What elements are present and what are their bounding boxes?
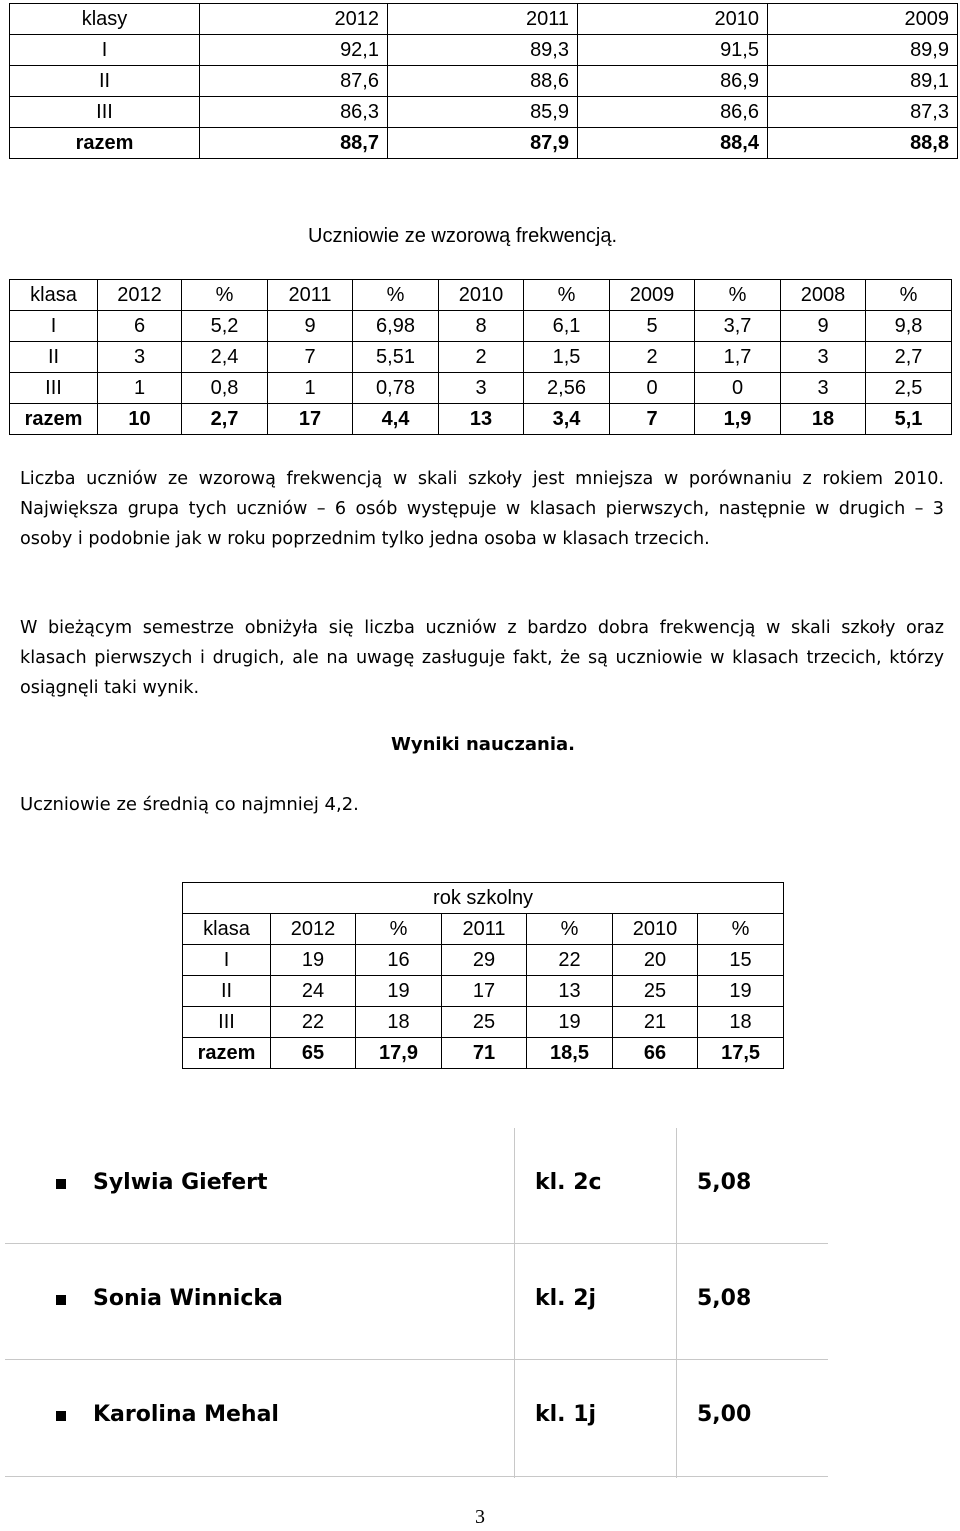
table-cell: 1,7 xyxy=(695,342,781,373)
table-cell: 89,1 xyxy=(768,66,958,97)
table-cell: 91,5 xyxy=(578,35,768,66)
table-cell: 2012 xyxy=(271,914,356,945)
table-cell: 3,4 xyxy=(524,404,610,435)
table-row xyxy=(10,97,958,128)
student-row xyxy=(0,1166,830,1206)
table-cell: 2012 xyxy=(200,4,388,35)
table-total-row xyxy=(10,404,952,435)
table-cell: razem xyxy=(183,1038,271,1069)
table-cell: 89,3 xyxy=(388,35,578,66)
table-cell: 89,9 xyxy=(768,35,958,66)
table-cell: II xyxy=(183,976,271,1007)
student-average: 5,08 xyxy=(697,1286,752,1311)
table-cell: % xyxy=(353,280,439,311)
table-cell: 9 xyxy=(268,311,353,342)
table-cell: 1,9 xyxy=(695,404,781,435)
table-cell: 3,7 xyxy=(695,311,781,342)
table-cell: 25 xyxy=(442,1007,527,1038)
table-cell: 2009 xyxy=(768,4,958,35)
table-cell: 0 xyxy=(610,373,695,404)
table-cell: 2010 xyxy=(439,280,524,311)
table-cell: 19 xyxy=(356,976,442,1007)
table-cell: % xyxy=(695,280,781,311)
table-cell: 92,1 xyxy=(200,35,388,66)
table-cell: III xyxy=(183,1007,271,1038)
table-cell: 13 xyxy=(439,404,524,435)
table-cell: 2,56 xyxy=(524,373,610,404)
table-cell: klasa xyxy=(183,914,271,945)
model-attendance-table xyxy=(9,279,952,435)
table-cell: 2008 xyxy=(781,280,866,311)
students-separator-3 xyxy=(5,1476,828,1477)
average-table-body xyxy=(183,883,784,1069)
table-cell: 86,6 xyxy=(578,97,768,128)
table-cell: 88,8 xyxy=(768,128,958,159)
table-cell: 0 xyxy=(695,373,781,404)
table-cell: 85,9 xyxy=(388,97,578,128)
table-cell: 13 xyxy=(527,976,613,1007)
table-cell: 2011 xyxy=(442,914,527,945)
table-cell: II xyxy=(10,66,200,97)
table-cell: % xyxy=(182,280,268,311)
table-cell: I xyxy=(183,945,271,976)
table-cell: 5,1 xyxy=(866,404,952,435)
table-cell: 1 xyxy=(98,373,182,404)
table-cell: 88,4 xyxy=(578,128,768,159)
table-total-row xyxy=(10,128,958,159)
table-cell: 22 xyxy=(527,945,613,976)
table-cell: 87,6 xyxy=(200,66,388,97)
table-cell: 22 xyxy=(271,1007,356,1038)
table-cell: 3 xyxy=(98,342,182,373)
table-cell: 2010 xyxy=(578,4,768,35)
table-cell: 17,9 xyxy=(356,1038,442,1069)
square-bullet-icon xyxy=(56,1411,66,1421)
table-cell: 65 xyxy=(271,1038,356,1069)
table-cell: 2 xyxy=(439,342,524,373)
table-cell: 16 xyxy=(356,945,442,976)
table-cell: 7 xyxy=(610,404,695,435)
table-row xyxy=(183,976,784,1007)
table-cell: II xyxy=(10,342,98,373)
square-bullet-icon xyxy=(56,1295,66,1305)
table-cell: 1,5 xyxy=(524,342,610,373)
table-cell: 87,3 xyxy=(768,97,958,128)
table-cell: 2,4 xyxy=(182,342,268,373)
table-cell: 9,8 xyxy=(866,311,952,342)
table-cell: razem xyxy=(10,128,200,159)
subheading: Uczniowie ze średnią co najmniej 4,2. xyxy=(20,794,359,815)
table-cell: 18 xyxy=(698,1007,784,1038)
table-cell: 71 xyxy=(442,1038,527,1069)
table-cell: 5,51 xyxy=(353,342,439,373)
table-cell: 29 xyxy=(442,945,527,976)
square-bullet-icon xyxy=(56,1179,66,1189)
table-cell: % xyxy=(527,914,613,945)
student-row xyxy=(0,1398,830,1438)
attendance-table-body xyxy=(10,4,958,159)
table-total-row xyxy=(183,1038,784,1069)
section-heading: Wyniki nauczania. xyxy=(391,734,576,755)
table-cell: 6,1 xyxy=(524,311,610,342)
table-cell: 6,98 xyxy=(353,311,439,342)
table-row xyxy=(10,311,952,342)
table-cell: 19 xyxy=(698,976,784,1007)
student-class: kl. 2j xyxy=(535,1286,597,1311)
table-cell: 3 xyxy=(781,373,866,404)
table-cell: 0,8 xyxy=(182,373,268,404)
table-cell: 20 xyxy=(613,945,698,976)
table-cell: 21 xyxy=(613,1007,698,1038)
page-number: 3 xyxy=(475,1506,485,1528)
table-header-row xyxy=(10,4,958,35)
table-cell: 3 xyxy=(439,373,524,404)
table-header-row xyxy=(183,914,784,945)
attendance-table xyxy=(9,3,958,159)
students-separator-1 xyxy=(5,1243,828,1244)
table-cell: 2011 xyxy=(268,280,353,311)
table-row xyxy=(10,373,952,404)
table-cell: 66 xyxy=(613,1038,698,1069)
table-cell: I xyxy=(10,311,98,342)
table-cell: 9 xyxy=(781,311,866,342)
student-average: 5,00 xyxy=(697,1402,752,1427)
table-cell: 18 xyxy=(781,404,866,435)
table-cell: 87,9 xyxy=(388,128,578,159)
table-cell: III xyxy=(10,373,98,404)
table-header-row xyxy=(10,280,952,311)
table-cell: 17 xyxy=(442,976,527,1007)
student-class: kl. 2c xyxy=(535,1170,602,1195)
table-cell: 86,3 xyxy=(200,97,388,128)
table-caption: rok szkolny xyxy=(183,883,784,914)
student-class: kl. 1j xyxy=(535,1402,597,1427)
table-cell: 15 xyxy=(698,945,784,976)
table-cell: 0,78 xyxy=(353,373,439,404)
table-cell: 6 xyxy=(98,311,182,342)
table-cell: 2009 xyxy=(610,280,695,311)
model-attendance-table-body xyxy=(10,280,952,435)
table-cell: 19 xyxy=(527,1007,613,1038)
table-cell: % xyxy=(698,914,784,945)
table-cell: 2012 xyxy=(98,280,182,311)
table-cell: 4,4 xyxy=(353,404,439,435)
table-cell: % xyxy=(356,914,442,945)
table-cell: 88,6 xyxy=(388,66,578,97)
model-attendance-caption: Uczniowie ze wzorową frekwencją. xyxy=(308,225,618,247)
table-cell: 25 xyxy=(613,976,698,1007)
table-row xyxy=(183,945,784,976)
table-cell: % xyxy=(866,280,952,311)
table-cell: 5 xyxy=(610,311,695,342)
table-cell: 2,7 xyxy=(182,404,268,435)
table-cell: 17 xyxy=(268,404,353,435)
paragraph-model-attendance: Liczba uczniów ze wzorową frekwencją w skali szkoły jest mniejsza w porównaniu z rokiem 2010. Największa grupa tych uczniów – 6 osób występuje w klasach pierwszych, następnie w drugich – 3 osoby i podobnie jak w roku poprzednim tylko jedna osoba w klasach trzecich. xyxy=(20,469,944,549)
student-row xyxy=(0,1282,830,1322)
table-cell: klasy xyxy=(10,4,200,35)
student-name: Karolina Mehal xyxy=(93,1402,279,1427)
table-cell: 17,5 xyxy=(698,1038,784,1069)
table-cell: 86,9 xyxy=(578,66,768,97)
table-caption-row xyxy=(183,883,784,914)
table-cell: 18 xyxy=(356,1007,442,1038)
table-cell: 18,5 xyxy=(527,1038,613,1069)
students-separator-2 xyxy=(5,1359,828,1360)
table-cell: klasa xyxy=(10,280,98,311)
table-cell: III xyxy=(10,97,200,128)
student-name: Sylwia Giefert xyxy=(93,1170,268,1195)
table-cell: 2010 xyxy=(613,914,698,945)
table-cell: 2,7 xyxy=(866,342,952,373)
table-cell: 5,2 xyxy=(182,311,268,342)
table-cell: 88,7 xyxy=(200,128,388,159)
table-cell: 2,5 xyxy=(866,373,952,404)
table-cell: 2011 xyxy=(388,4,578,35)
table-cell: 2 xyxy=(610,342,695,373)
table-cell: 24 xyxy=(271,976,356,1007)
table-cell: 10 xyxy=(98,404,182,435)
table-row xyxy=(183,1007,784,1038)
table-cell: 7 xyxy=(268,342,353,373)
table-row xyxy=(10,342,952,373)
table-cell: 1 xyxy=(268,373,353,404)
student-average: 5,08 xyxy=(697,1170,752,1195)
average-table xyxy=(182,882,784,1069)
table-cell: % xyxy=(524,280,610,311)
table-cell: 19 xyxy=(271,945,356,976)
table-cell: 3 xyxy=(781,342,866,373)
student-name: Sonia Winnicka xyxy=(93,1286,283,1311)
table-cell: I xyxy=(10,35,200,66)
table-cell: razem xyxy=(10,404,98,435)
table-cell: 8 xyxy=(439,311,524,342)
table-row xyxy=(10,66,958,97)
table-row xyxy=(10,35,958,66)
paragraph-semester: W bieżącym semestrze obniżyła się liczba uczniów z bardzo dobra frekwencją w skali szkoły oraz klasach pierwszych i drugich, ale na uwagę zasługuje fakt, że są uczniowie w klasach trzecich, którzy osiągnęli taki wynik. xyxy=(20,618,944,698)
